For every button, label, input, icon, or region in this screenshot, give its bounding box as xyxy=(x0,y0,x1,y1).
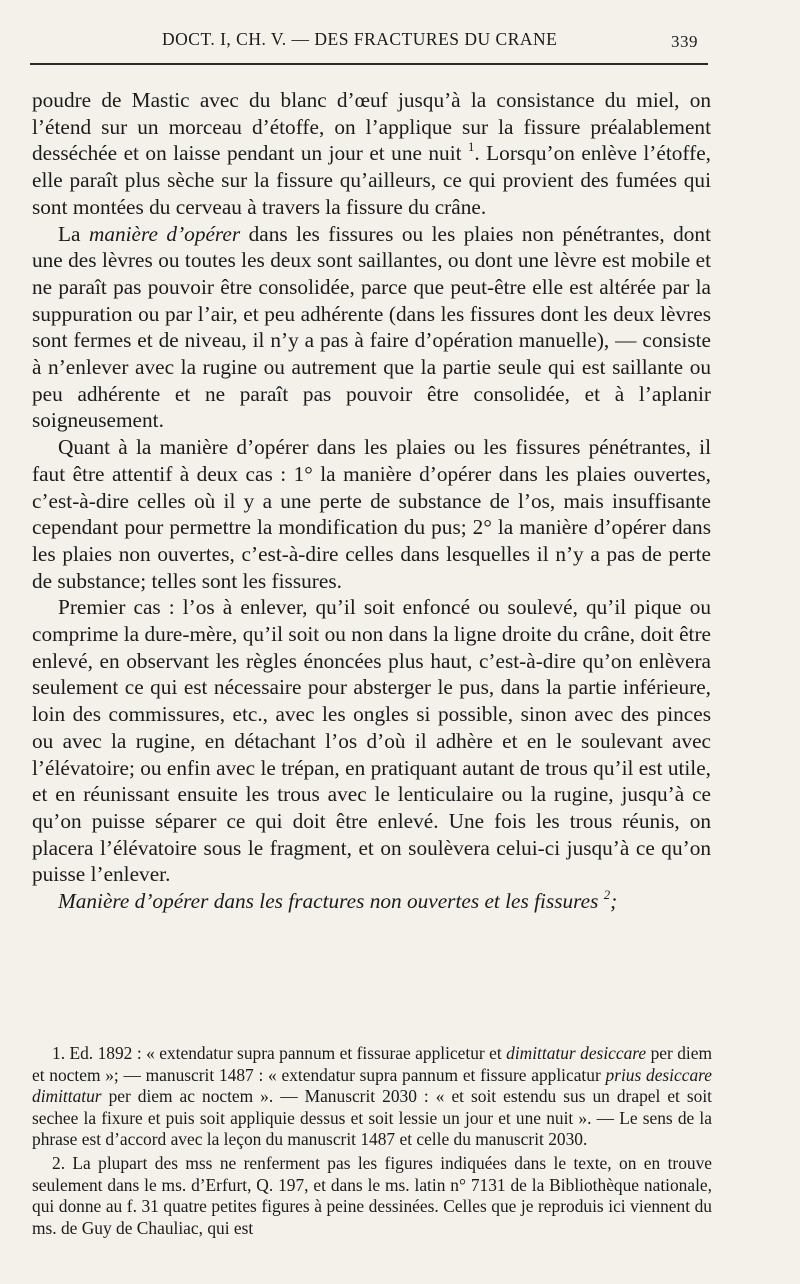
header-rule xyxy=(30,63,708,65)
footnote-1-italic-2: prius desiccare dimittatur xyxy=(32,1064,712,1107)
page-header xyxy=(30,26,708,54)
footnote-1 xyxy=(32,1043,712,1151)
paragraph-4: Premier cas : l’os à enlever, qu’il soit enfoncé ou soulevé, qu’il pique ou comprime la dure-mère, qu’il soit ou non dans la ligne droite du crâne, doit être enlevé, en observant les règles énoncées plus haut, c’est-à-dire qu’on enlèvera seulement ce qui est nécessaire pour absterger le pus, dans la partie inférieure, loin des commissures, etc., avec les ongles si possible, sinon avec des pinces ou avec la rugine, en détachant l’os d’où il adhère et en le soulevant avec l’élévatoire; ou enfin avec le trépan, en pratiquant autant de trous qu’il est utile, et en réunissant ensuite les trous avec le lenticulaire ou la rugine, jusqu’à ce qu’on puisse séparer ce qui doit être enlevé. Une fois les trous réunis, on placera l’élévatoire sous le fragment, et on soulèvera celui-ci jusqu’à ce qu’on puisse l’enlever. xyxy=(32,595,711,887)
running-head: DOCT. I, CH. V. — DES FRACTURES DU CRANE xyxy=(162,29,558,49)
footnote-2: 2. La plupart des mss ne renferment pas les figures indiquées dans le texte, on en trouve seulement dans le ms. d’Erfurt, Q. 197, et dans le ms. latin n° 7131 de la Bibliothèque nationale, qui donne au f. 31 quatre petites figures à peine dessinées. Celles que je reproduis ici viennent du ms. de Guy de Chauliac, qui est xyxy=(32,1152,712,1238)
page-number: 339 xyxy=(671,32,698,51)
paragraph-2-text-a: La xyxy=(58,221,89,246)
footnote-ref-2: 2 xyxy=(603,888,611,903)
paragraph-2-italic: manière d’opérer xyxy=(88,221,241,246)
footnote-1-text-b: per diem et noctem »; — manuscrit 1487 : « extendatur supra pannum et fissure applicatur xyxy=(32,1043,712,1085)
footnote-1-text-a: 1. Ed. 1892 : « extendatur supra pannum et fissurae applicetur et xyxy=(52,1043,507,1063)
paragraph-2 xyxy=(32,221,711,435)
footnote-ref-1: 1 xyxy=(468,140,475,155)
subheading-tail: ; xyxy=(610,889,618,914)
footnote-1-text-c: per diem ac noctem ». — Manuscrit 2030 : « et soit estendu sus un drapel et soit sechee la fixure et puis soit appliquie dessus et soit lessie un jour et une nuit ». — Le sens de la phrase est d’accord avec la leçon du manuscrit 1487 et celle du manuscrit 2030. xyxy=(32,1086,712,1150)
footnote-1-italic-1: dimittatur desiccare xyxy=(506,1043,647,1063)
paragraph-2-text-b: dans les fissures ou les plaies non pénétrantes, dont une des lèvres ou toutes les deux sont saillantes, ou dont une lèvre est mobile et ne paraît pas pouvoir être consolidée, parce que peut-être elle est altérée par la suppuration ou par l’air, et peu adhérente (dans les fissures dont les deux lèvres sont fermes et de niveau, il n’y a pas à faire d’opération manuelle), — consiste à n’enlever avec la rugine ou autrement que la partie seule qui est saillante ou peu adhérente et ne paraît pas pouvoir être consolidée, et à l’aplanir soigneusement. xyxy=(32,221,711,433)
paragraph-1-text-b: . Lorsqu’on enlève l’étoffe, elle paraît plus sèche sur la fissure qu’ailleurs, ce qui provient des fumées qui sont montées du cerveau à travers la fissure du crâne. xyxy=(32,141,711,219)
section-subheading xyxy=(32,888,711,915)
body-text xyxy=(32,87,711,915)
footnotes xyxy=(32,1043,712,1241)
paragraph-3: Quant à la manière d’opérer dans les plaies ou les fissures pénétrantes, il faut être attentif à deux cas : 1° la manière d’opérer dans les plaies ouvertes, c’est-à-dire celles où il y a une perte de substance de l’os, mais insuffisante cependant pour permettre la mondification du pus; 2° la manière d’opérer dans les plaies non ouvertes, c’est-à-dire celles dans lesquelles il n’y a pas de perte de substance; telles sont les fissures. xyxy=(32,435,711,593)
paragraph-1 xyxy=(32,87,711,221)
paragraph-1-text-a: poudre de Mastic avec du blanc d’œuf jusqu’à la consistance du miel, on l’étend sur un morceau d’étoffe, on l’applique sur la fissure préalablement desséchée et on laisse pendant un jour et une nuit xyxy=(32,88,711,166)
subheading-text: Manière d’opérer dans les fractures non ouvertes et les fissures xyxy=(58,889,599,914)
